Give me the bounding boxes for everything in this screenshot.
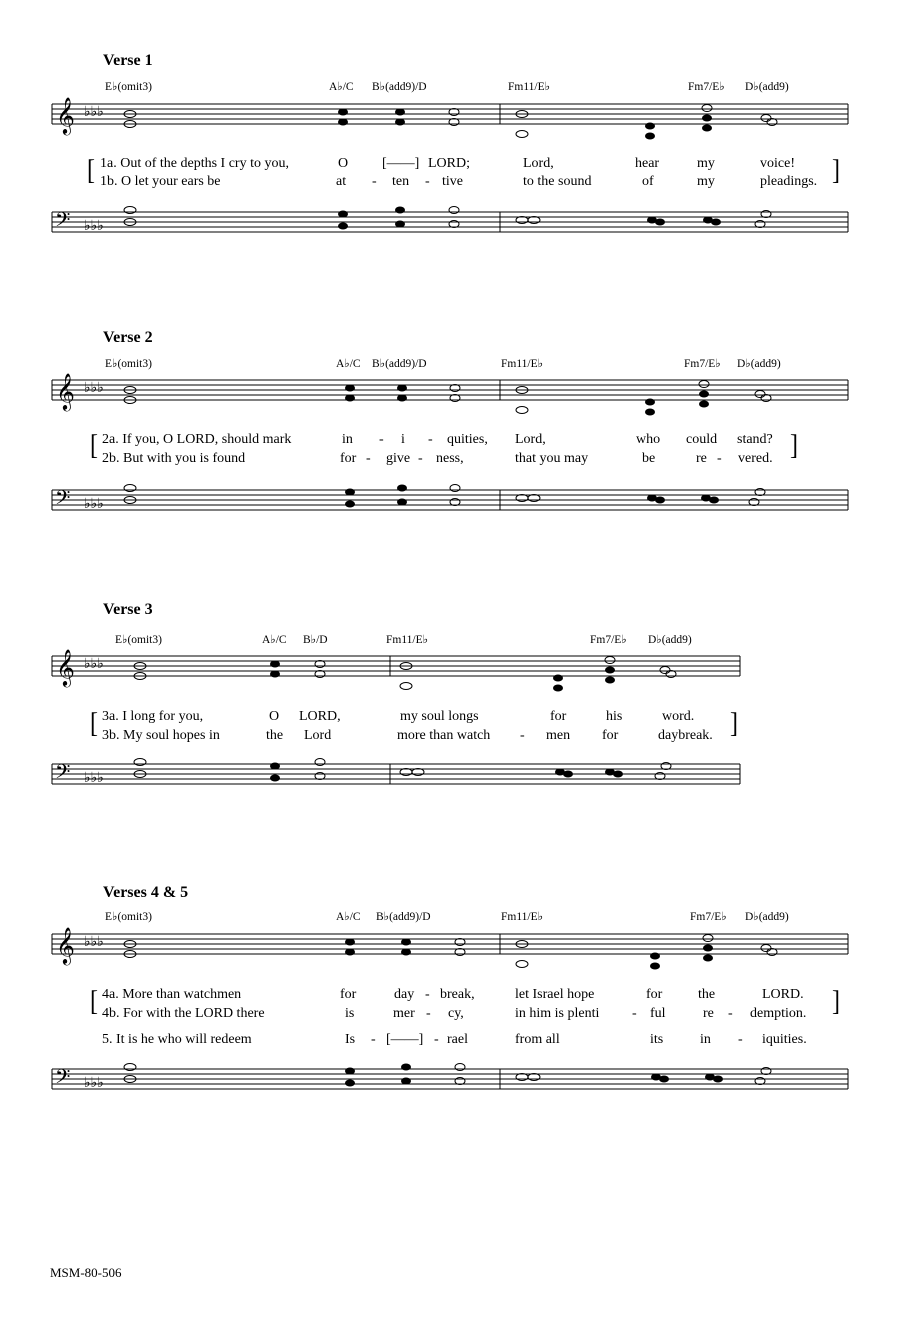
- bracket-left: [: [87, 154, 95, 186]
- chord-symbol: Fm7/E♭: [690, 911, 727, 923]
- lyric-syllable: day: [394, 987, 415, 1002]
- lyric-syllable: for: [602, 728, 619, 743]
- lyric-syllable: 3a. I long for you,: [102, 709, 204, 724]
- lyric-syllable: -: [428, 432, 433, 447]
- lyric-syllable: pleadings.: [760, 174, 818, 189]
- chord-symbol: D♭(add9): [648, 634, 692, 646]
- lyric-syllable: in: [700, 1032, 711, 1047]
- lyric-syllable: stand?: [737, 432, 773, 447]
- lyric-syllable: -: [738, 1032, 743, 1047]
- lyric-syllable: my: [697, 174, 715, 189]
- lyric-syllable: iquities.: [762, 1032, 807, 1047]
- flat-icon: ♭♭♭: [84, 656, 104, 672]
- lyric-syllable: daybreak.: [658, 728, 713, 743]
- lyric-syllable: his: [606, 709, 623, 724]
- bass-clef-icon: 𝄢: [55, 1065, 71, 1093]
- lyric-syllable: quities,: [447, 432, 488, 447]
- bracket-right: ]: [790, 429, 798, 461]
- lyric-syllable: from all: [515, 1032, 560, 1047]
- lyric-syllable: for: [550, 709, 567, 724]
- verse-label: Verse 1: [103, 52, 153, 69]
- lyric-syllable: 1a. Out of the depths I cry to you,: [100, 156, 289, 171]
- lyric-syllable: -: [379, 432, 384, 447]
- chord-symbol: E♭(omit3): [115, 634, 162, 646]
- staff-lines: [52, 656, 740, 676]
- lyric-syllable: -: [717, 451, 722, 466]
- lyric-syllable: 2a. If you, O LORD, should mark: [102, 432, 292, 447]
- chord-symbol: B♭(add9)/D: [376, 911, 431, 923]
- bass-staff: [0, 200, 900, 250]
- chord-symbol: E♭(omit3): [105, 911, 152, 923]
- chord-symbol: Fm11/E♭: [508, 81, 551, 93]
- notes: [134, 657, 676, 692]
- treble-staff: [0, 648, 900, 698]
- lyric-syllable: hear: [635, 156, 660, 171]
- lyric-syllable: in him is plenti: [515, 1006, 600, 1021]
- lyric-syllable: break,: [440, 987, 475, 1002]
- notes: [124, 105, 777, 140]
- bracket-left: [: [90, 429, 98, 461]
- chord-symbol: Fm7/E♭: [688, 81, 725, 93]
- lyric-syllable: be: [642, 451, 656, 466]
- lyric-syllable: -: [372, 174, 377, 189]
- lyric-syllable: for: [340, 451, 357, 466]
- chord-symbol: Fm11/E♭: [386, 634, 429, 646]
- lyric-syllable: men: [546, 728, 571, 743]
- verse-label: Verses 4 & 5: [103, 884, 189, 901]
- bracket-right: ]: [730, 707, 738, 739]
- lyric-syllable: O: [338, 156, 349, 171]
- lyric-syllable: in: [342, 432, 353, 447]
- bracket-right: ]: [832, 985, 840, 1017]
- chord-symbol: B♭/D: [303, 634, 328, 646]
- notes: [124, 485, 765, 508]
- lyric-syllable: 4a. More than watchmen: [102, 987, 242, 1002]
- lyric-syllable: O: [269, 709, 280, 724]
- chord-symbol: D♭(add9): [745, 81, 789, 93]
- catalog-number: MSM-80-506: [50, 1265, 122, 1280]
- lyric-syllable: 2b. But with you is found: [102, 451, 246, 466]
- notes: [124, 207, 771, 230]
- lyric-syllable: that you may: [515, 451, 589, 466]
- lyric-syllable: -: [728, 1006, 733, 1021]
- treble-clef-icon: 𝄞: [56, 96, 75, 134]
- lyric-syllable: for: [646, 987, 663, 1002]
- lyric-syllable: [——]: [386, 1032, 424, 1047]
- chord-symbol: E♭(omit3): [105, 81, 152, 93]
- staff-lines: [52, 490, 848, 510]
- lyric-syllable: let Israel hope: [515, 987, 595, 1002]
- lyric-syllable: the: [266, 728, 284, 743]
- lyric-syllable: 5. It is he who will redeem: [102, 1032, 252, 1047]
- lyric-syllable: re: [696, 451, 707, 466]
- lyric-syllable: is: [345, 1006, 355, 1021]
- treble-clef-icon: 𝄞: [56, 648, 75, 686]
- flat-icon: ♭♭♭: [84, 104, 104, 120]
- lyric-syllable: more than watch: [397, 728, 491, 743]
- verse-label: Verse 2: [103, 329, 153, 346]
- bass-staff: [0, 1057, 900, 1107]
- treble-staff: [0, 926, 900, 976]
- lyric-syllable: -: [520, 728, 525, 743]
- chord-symbol: A♭/C: [262, 634, 287, 646]
- chord-symbol: Fm7/E♭: [684, 358, 721, 370]
- chord-symbol: A♭/C: [336, 358, 361, 370]
- lyric-syllable: ness,: [436, 451, 464, 466]
- flat-icon: ♭♭♭: [84, 770, 104, 786]
- lyric-syllable: Lord: [304, 728, 332, 743]
- flat-icon: ♭♭♭: [84, 380, 104, 396]
- lyric-syllable: -: [426, 1006, 431, 1021]
- flat-icon: ♭♭♭: [84, 218, 104, 234]
- bass-clef-icon: 𝄢: [55, 760, 71, 788]
- lyric-syllable: could: [686, 432, 718, 447]
- lyric-syllable: of: [642, 174, 654, 189]
- lyric-syllable: voice!: [760, 156, 795, 171]
- lyric-syllable: Lord,: [523, 156, 554, 171]
- lyric-syllable: [——]: [382, 156, 420, 171]
- lyric-syllable: for: [340, 987, 357, 1002]
- staff-lines: [52, 1069, 848, 1089]
- chord-symbol: E♭(omit3): [105, 358, 152, 370]
- lyric-syllable: its: [650, 1032, 664, 1047]
- bass-staff: [0, 478, 900, 528]
- treble-staff: [0, 372, 900, 422]
- bracket-left: [: [90, 707, 98, 739]
- staff-lines: [52, 764, 740, 784]
- lyric-syllable: vered.: [738, 451, 773, 466]
- lyric-syllable: ful: [650, 1006, 666, 1021]
- lyric-syllable: LORD.: [762, 987, 804, 1002]
- lyric-syllable: -: [425, 987, 430, 1002]
- lyric-syllable: -: [371, 1032, 376, 1047]
- lyric-syllable: tive: [442, 174, 463, 189]
- lyric-syllable: -: [366, 451, 371, 466]
- notes: [124, 935, 777, 970]
- notes: [124, 381, 771, 416]
- chord-symbol: Fm11/E♭: [501, 911, 544, 923]
- bracket-right: ]: [832, 154, 840, 186]
- lyric-syllable: to the sound: [523, 174, 592, 189]
- lyric-syllable: -: [425, 174, 430, 189]
- lyric-syllable: at: [336, 174, 347, 189]
- lyric-syllable: demption.: [750, 1006, 807, 1021]
- lyric-syllable: LORD,: [299, 709, 341, 724]
- bass-clef-icon: 𝄢: [55, 486, 71, 514]
- lyric-syllable: -: [418, 451, 423, 466]
- bass-staff: [0, 752, 900, 802]
- lyric-syllable: re: [703, 1006, 714, 1021]
- lyric-syllable: rael: [447, 1032, 468, 1047]
- chord-symbol: D♭(add9): [745, 911, 789, 923]
- lyric-syllable: word.: [662, 709, 695, 724]
- lyric-syllable: -: [632, 1006, 637, 1021]
- chord-symbol: D♭(add9): [737, 358, 781, 370]
- lyric-syllable: who: [636, 432, 661, 447]
- chord-symbol: Fm11/E♭: [501, 358, 544, 370]
- notes: [124, 1064, 771, 1087]
- lyric-syllable: cy,: [448, 1006, 464, 1021]
- lyric-syllable: my soul longs: [400, 709, 479, 724]
- lyric-syllable: LORD;: [428, 156, 470, 171]
- lyric-syllable: 4b. For with the LORD there: [102, 1006, 265, 1021]
- lyric-syllable: the: [698, 987, 716, 1002]
- lyric-syllable: my: [697, 156, 715, 171]
- flat-icon: ♭♭♭: [84, 496, 104, 512]
- lyric-syllable: ten: [392, 174, 410, 189]
- lyric-syllable: Is: [345, 1032, 356, 1047]
- chord-symbol: A♭/C: [336, 911, 361, 923]
- lyric-syllable: give: [386, 451, 411, 466]
- chord-symbol: B♭(add9)/D: [372, 81, 427, 93]
- staff-lines: [52, 934, 848, 954]
- flat-icon: ♭♭♭: [84, 1075, 104, 1091]
- chord-symbol: B♭(add9)/D: [372, 358, 427, 370]
- flat-icon: ♭♭♭: [84, 934, 104, 950]
- chord-symbol: A♭/C: [329, 81, 354, 93]
- treble-clef-icon: 𝄞: [56, 926, 75, 964]
- bass-clef-icon: 𝄢: [55, 208, 71, 236]
- lyric-syllable: 1b. O let your ears be: [100, 174, 221, 189]
- chord-symbol: Fm7/E♭: [590, 634, 627, 646]
- lyric-syllable: i: [401, 432, 405, 447]
- lyric-syllable: Lord,: [515, 432, 546, 447]
- lyric-syllable: 3b. My soul hopes in: [102, 728, 220, 743]
- notes: [134, 759, 671, 782]
- lyric-syllable: -: [434, 1032, 439, 1047]
- lyric-syllable: mer: [393, 1006, 415, 1021]
- verse-label: Verse 3: [103, 601, 153, 618]
- treble-clef-icon: 𝄞: [56, 372, 75, 410]
- bracket-left: [: [90, 985, 98, 1017]
